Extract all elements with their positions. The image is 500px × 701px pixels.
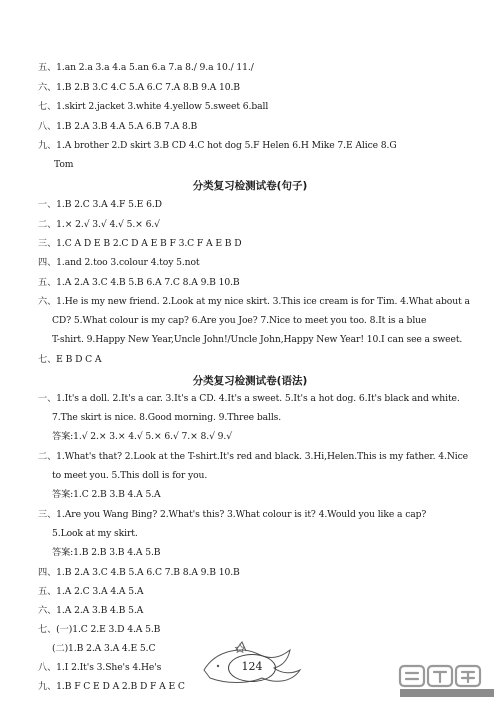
answer-line: 七、1.skirt 2.jacket 3.white 4.yellow 5.sweet 6.ball <box>38 101 269 112</box>
answer-line: 三、1.Are you Wang Bing? 2.What's this? 3.What colour is it? 4.Would you like a cap? <box>38 509 427 520</box>
page-number: 124 <box>241 660 263 673</box>
watermark-logo <box>398 664 496 698</box>
answer-line: 六、1.B 2.B 3.C 4.C 5.A 6.C 7.A 8.B 9.A 10.B <box>38 82 240 93</box>
answer-line: 六、1.He is my new friend. 2.Look at my nice skirt. 3.This ice cream is for Tim. 4.What about a <box>38 296 470 307</box>
answer-line: 八、1.B 2.A 3.B 4.A 5.A 6.B 7.A 8.B <box>38 121 198 132</box>
answer-line: 六、1.A 2.A 3.B 4.B 5.A <box>38 605 144 616</box>
section-heading-grammar: 分类复习检测试卷(语法) <box>192 375 308 387</box>
answer-line: 九、1.A brother 2.D skirt 3.B CD 4.C hot dog 5.F Helen 6.H Mike 7.E Alice 8.G <box>38 140 397 151</box>
answer-line: 7.The skirt is nice. 8.Good morning. 9.Three balls. <box>52 412 282 423</box>
answer-line: 五、1.an 2.a 3.a 4.a 5.an 6.a 7.a 8./ 9.a 10./ 11./ <box>38 62 254 73</box>
answer-line: 七、E B D C A <box>38 354 102 365</box>
answer-line: 二、1.What's that? 2.Look at the T-shirt.It's red and black. 3.Hi,Helen.This is my father. 4.Nice <box>38 451 468 462</box>
answer-line: 四、1.and 2.too 3.colour 4.toy 5.not <box>38 257 200 268</box>
answer-line: 八、1.I 2.It's 3.She's 4.He's <box>38 662 162 673</box>
answer-line: 三、1.C A D E B 2.C D A E B F 3.C F A E B D <box>38 238 242 249</box>
answer-line: 5.Look at my skirt. <box>52 528 138 539</box>
answer-line: 答案:1.C 2.B 3.B 4.A 5.A <box>52 489 161 500</box>
answer-line: 答案:1.√ 2.× 3.× 4.√ 5.× 6.√ 7.× 8.√ 9.√ <box>52 431 232 442</box>
answer-line: 一、1.B 2.C 3.A 4.F 5.E 6.D <box>38 199 162 210</box>
answer-line: 五、1.A 2.A 3.C 4.B 5.B 6.A 7.C 8.A 9.B 10.B <box>38 277 240 288</box>
answer-line: T-shirt. 9.Happy New Year,Uncle John!/Uncle John,Happy New Year! 10.I can see a sweet. <box>52 334 463 345</box>
answer-line: 二、1.× 2.√ 3.√ 4.√ 5.× 6.√ <box>38 219 160 230</box>
answer-line: to meet you. 5.This doll is for you. <box>52 470 208 481</box>
answer-line: (二)1.B 2.A 3.A 4.E 5.C <box>52 643 156 654</box>
answer-line: CD? 5.What colour is my cap? 6.Are you Joe? 7.Nice to meet you too. 8.It is a blue <box>52 315 427 326</box>
answer-line: 一、1.It's a doll. 2.It's a car. 3.It's a CD. 4.It's a sweet. 5.It's a hot dog. 6.It's black and white. <box>38 393 460 404</box>
answer-line: Tom <box>54 159 74 170</box>
answer-line: 五、1.A 2.C 3.A 4.A 5.A <box>38 586 144 597</box>
section-heading-sentences: 分类复习检测试卷(句子) <box>192 180 308 192</box>
answer-line: 答案:1.B 2.B 3.B 4.A 5.B <box>52 547 161 558</box>
answer-line: 九、1.B F C E D A 2.B D F A E C <box>38 681 185 692</box>
answer-line: 七、(一)1.C 2.E 3.D 4.A 5.B <box>38 624 161 635</box>
answer-line: 四、1.B 2.A 3.C 4.B 5.A 6.C 7.B 8.A 9.B 10.B <box>38 567 240 578</box>
